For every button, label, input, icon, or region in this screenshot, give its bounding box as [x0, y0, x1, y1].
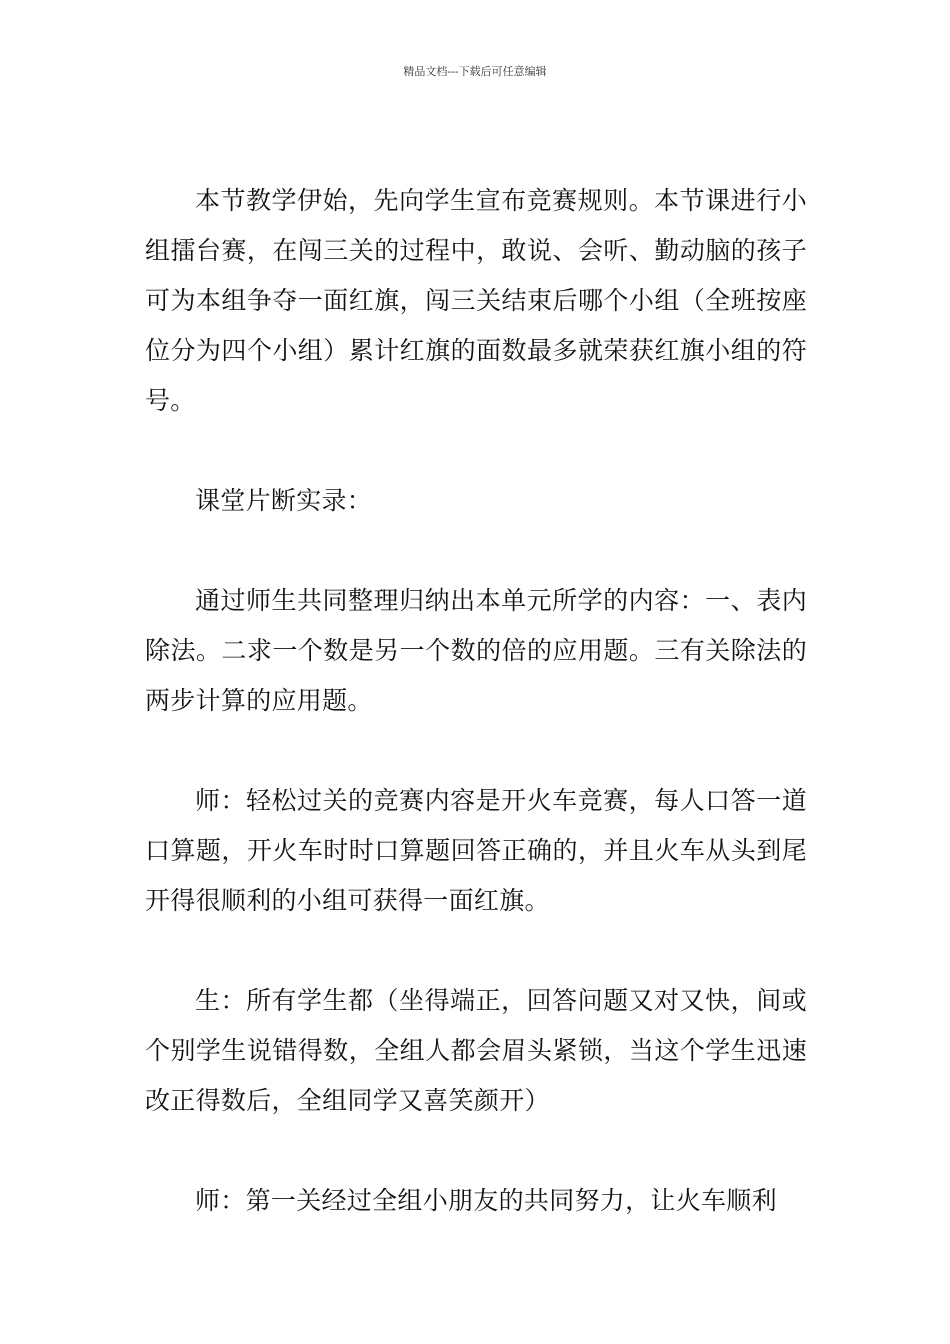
paragraph-students-response: 生：所有学生都（坐得端正，回答问题又对又快，间或个别学生说错得数，全组人都会眉头紧锁，当这个学生迅速改正得数后，全组同学又喜笑颜开） [145, 986, 807, 1115]
paragraph-teacher-train-game: 师：轻松过关的竞赛内容是开火车竞赛，每人口答一道口算题，开火车时时口算题回答正确的，并且火车从头到尾开得很顺利的小组可获得一面红旗。 [145, 786, 807, 915]
document-body [145, 176, 807, 1276]
paragraph-unit-summary: 通过师生共同整理归纳出本单元所学的内容：一、表内除法。二求一个数是另一个数的倍的应用题。三有关除法的两步计算的应用题。 [145, 586, 807, 715]
page-header: 精品文档---下载后可任意编辑 [403, 65, 547, 78]
paragraph-classroom-record-heading: 课堂片断实录： [195, 486, 373, 515]
paragraph-competition-rules: 本节教学伊始，先向学生宣布竞赛规则。本节课进行小组擂台赛，在闯三关的过程中，敢说、会听、勤动脑的孩子可为本组争夺一面红旗，闯三关结束后哪个小组（全班按座位分为四个小组）累计红旗的面数最多就荣获红旗小组的符号。 [145, 186, 807, 415]
paragraph-teacher-first-level: 师：第一关经过全组小朋友的共同努力，让火车顺利 [195, 1186, 777, 1215]
